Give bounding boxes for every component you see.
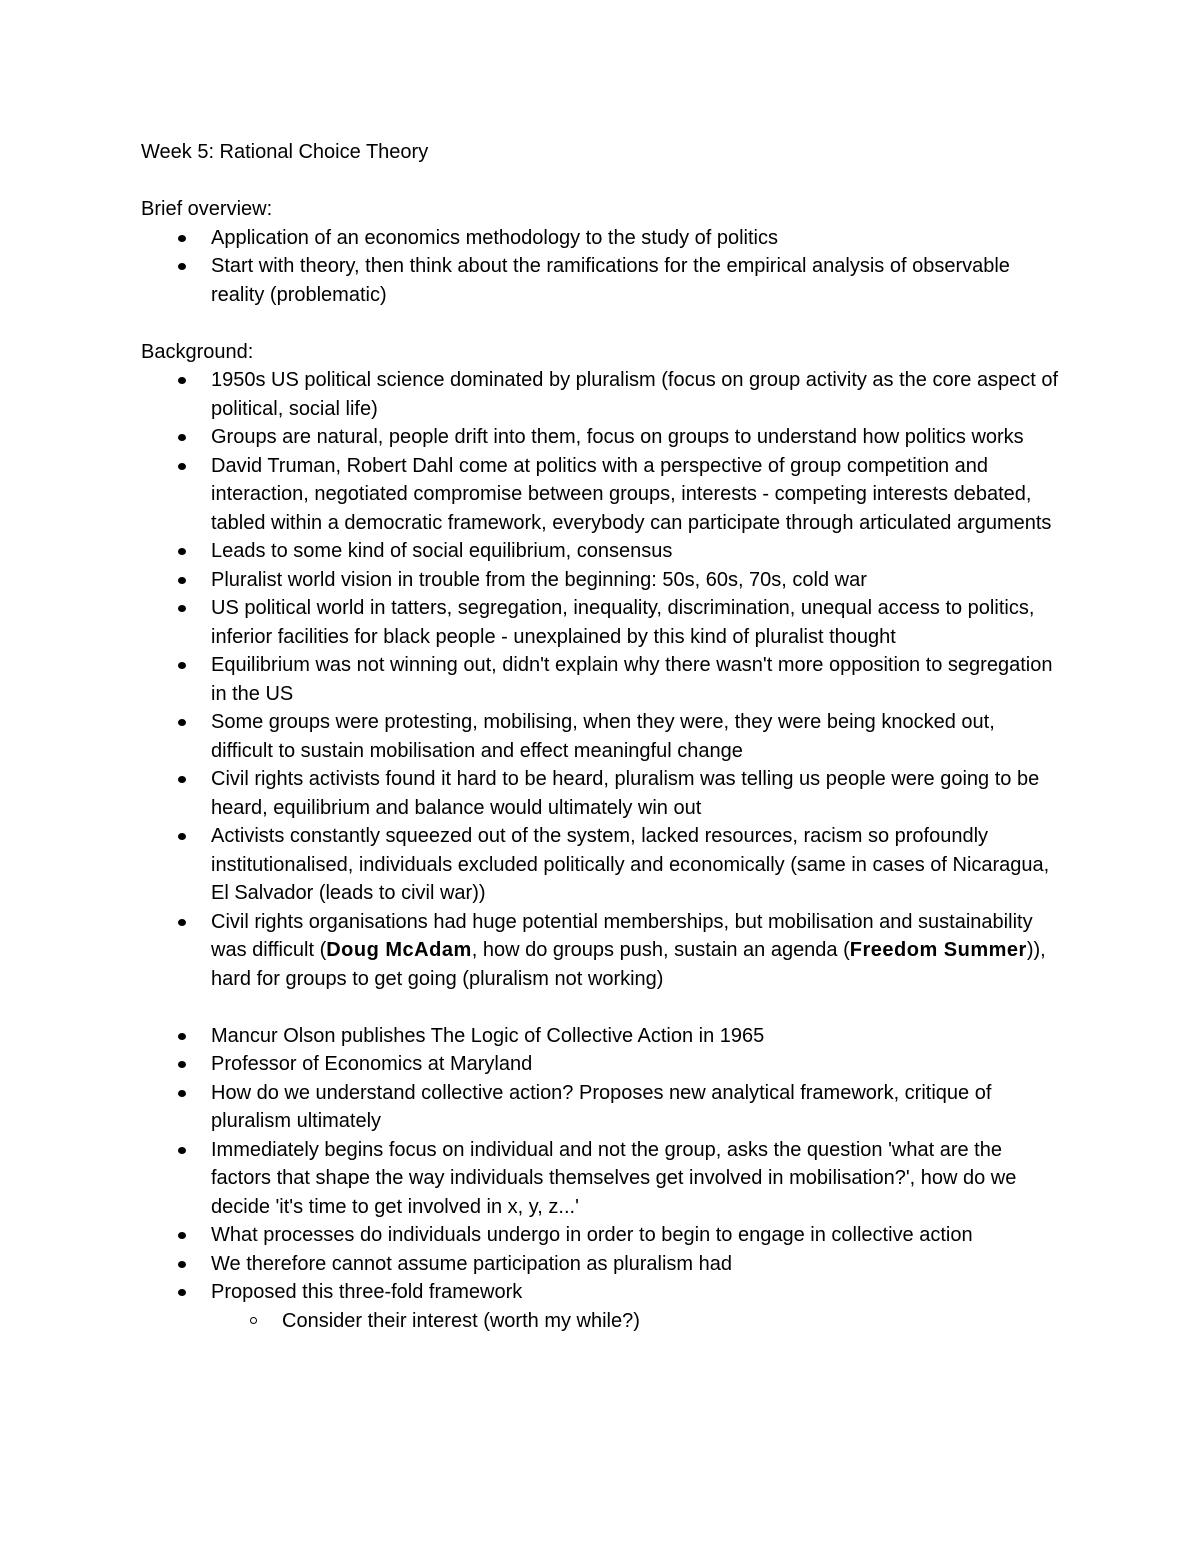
list-item: Mancur Olson publishes The Logic of Collective Action in 1965 [141, 1022, 1061, 1051]
list-item: We therefore cannot assume participation as pluralism had [141, 1250, 1061, 1279]
list-item: Application of an economics methodology to the study of politics [141, 224, 1061, 253]
list-item: Civil rights activists found it hard to be heard, pluralism was telling us people were going to be heard, equilibrium and balance would ultimately win out [141, 765, 1061, 822]
list-item: Proposed this three-fold framework [141, 1278, 1061, 1307]
list-item: Pluralist world vision in trouble from the beginning: 50s, 60s, 70s, cold war [141, 566, 1061, 595]
text-span: )), hard for groups to get going (pluralism not working) [211, 939, 1046, 990]
list-item: What processes do individuals undergo in order to begin to engage in collective action [141, 1221, 1061, 1250]
background-heading: Background: [141, 340, 254, 363]
spacer [141, 993, 1061, 1022]
list-item: 1950s US political science dominated by pluralism (focus on group activity as the core aspect of political, social life) [141, 366, 1061, 423]
bold-name-doug-mcadam: Doug McAdam [326, 939, 472, 961]
text-span: Civil rights organisations had huge potential memberships, but mobilisation and sustainability was difficult ( [211, 910, 1033, 961]
olson-list [141, 1022, 1061, 1336]
overview-list [141, 224, 1061, 310]
list-item: US political world in tatters, segregation, inequality, discrimination, unequal access to politics, inferior facilities for black people - unexplained by this kind of pluralist thought [141, 594, 1061, 651]
bold-name-freedom-summer: Freedom Summer [849, 939, 1027, 961]
list-item: Professor of Economics at Maryland [141, 1050, 1061, 1079]
overview-heading: Brief overview: [141, 198, 273, 220]
list-item: Activists constantly squeezed out of the system, lacked resources, racism so profoundly institutionalised, individuals excluded politically and economically (same in cases of Nicaragua, El Salvador (leads to civil war)) [141, 822, 1061, 908]
spacer [141, 167, 1061, 196]
document-content [141, 138, 1061, 1335]
list-item: Immediately begins focus on individual and not the group, asks the question 'what are the factors that shape the way individuals themselves get involved in mobilisation?', how do we decide 'it's time to get involved in x, y, z...' [141, 1136, 1061, 1222]
list-item: How do we understand collective action? Proposes new analytical framework, critique of pluralism ultimately [141, 1079, 1061, 1136]
list-item-mixed [141, 908, 1061, 994]
page-title: Week 5: Rational Choice Theory [141, 141, 429, 163]
text-span: , how do groups push, sustain an agenda ( [471, 939, 850, 961]
list-item: Some groups were protesting, mobilising, when they were, they were being knocked out, difficult to sustain mobilisation and effect meaningful change [141, 708, 1061, 765]
spacer [141, 309, 1061, 338]
list-item: Start with theory, then think about the ramifications for the empirical analysis of observable reality (problematic) [141, 252, 1061, 309]
sub-list-item: Consider their interest (worth my while?) [141, 1307, 1061, 1336]
list-item: Leads to some kind of social equilibrium, consensus [141, 537, 1061, 566]
background-list [141, 366, 1061, 993]
list-item: Equilibrium was not winning out, didn't explain why there wasn't more opposition to segregation in the US [141, 651, 1061, 708]
list-item: Groups are natural, people drift into them, focus on groups to understand how politics works [141, 423, 1061, 452]
list-item: David Truman, Robert Dahl come at politics with a perspective of group competition and interaction, negotiated compromise between groups, interests - competing interests debated, tabled within a democratic framework, everybody can participate through articulated arguments [141, 452, 1061, 538]
